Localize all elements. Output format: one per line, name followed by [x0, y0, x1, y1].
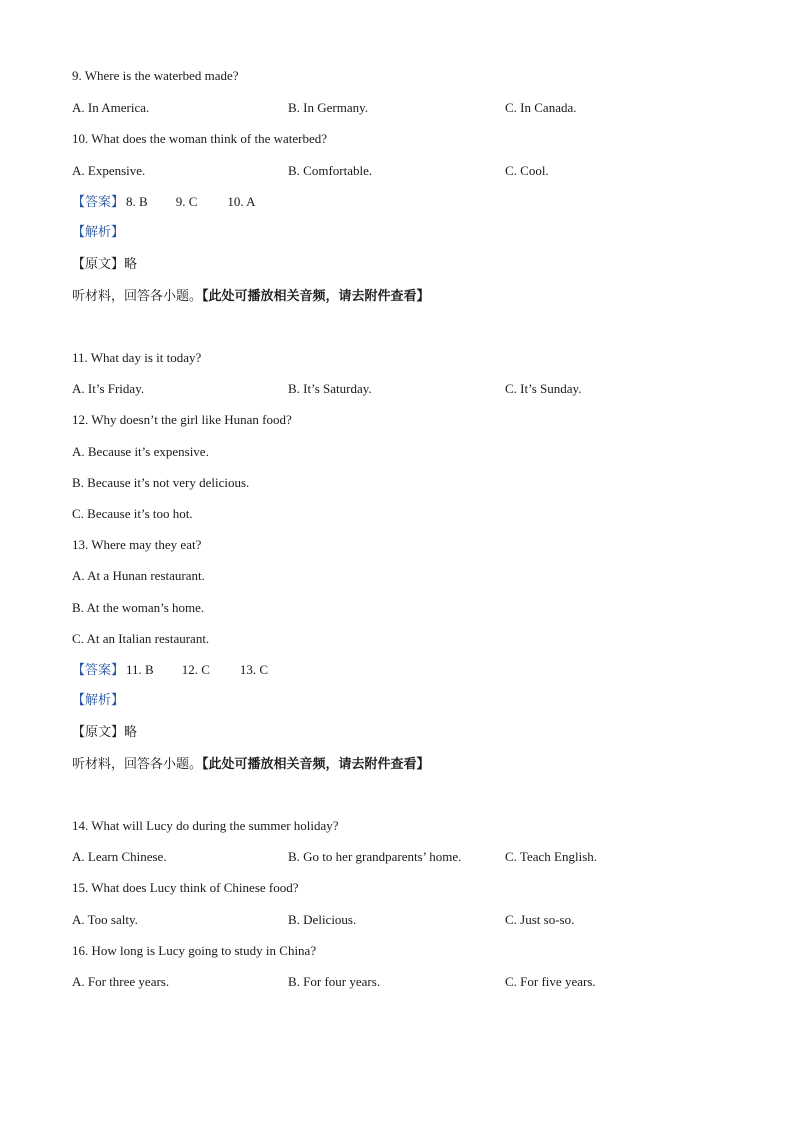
option-b: B. At the woman’s home.: [72, 600, 205, 615]
option-a: A. In America.: [72, 100, 150, 115]
option-c: C. For five years.: [505, 974, 596, 989]
option-c: C. Just so-so.: [505, 912, 575, 927]
option-c: C. In Canada.: [505, 100, 577, 115]
option-c: C. It’s Sunday.: [505, 381, 582, 396]
audio-note: 【此处可播放相关音频，请去附件查看】: [202, 289, 430, 304]
listen-prefix: 听材料，回答各小题。: [72, 289, 203, 304]
question-10: 10. What does the woman think of the waterbed?: [72, 131, 327, 146]
answer-item: 11. B: [126, 662, 154, 677]
answer-line: [72, 662, 268, 679]
option-a: A. Because it’s expensive.: [72, 444, 209, 459]
option-b: B. In Germany.: [288, 100, 369, 115]
answer-item: 8. B: [126, 194, 148, 209]
option-a: A. It’s Friday.: [72, 381, 145, 396]
option-c: C. At an Italian restaurant.: [72, 631, 210, 646]
answer-line: [72, 194, 256, 211]
question-12: 12. Why doesn’t the girl like Hunan food?: [72, 412, 292, 427]
option-c: C. Because it’s too hot.: [72, 506, 193, 521]
option-b: B. It’s Saturday.: [288, 381, 372, 396]
listen-instruction: [72, 288, 430, 305]
answer-item: 13. C: [239, 662, 269, 677]
question-13: 13. Where may they eat?: [72, 537, 202, 552]
option-a: A. Expensive.: [72, 163, 146, 178]
original-text: 略: [124, 257, 138, 272]
question-16: 16. How long is Lucy going to study in China?: [72, 943, 317, 958]
original-line: [72, 256, 137, 273]
original-tag: 【原文】: [72, 257, 125, 272]
question-15: 15. What does Lucy think of Chinese food?: [72, 880, 299, 895]
analysis-tag: 【解析】: [72, 225, 125, 240]
option-b: B. For four years.: [288, 974, 381, 989]
option-a: A. For three years.: [72, 974, 170, 989]
original-text: 略: [124, 725, 138, 740]
original-line: [72, 724, 137, 741]
original-tag: 【原文】: [72, 725, 125, 740]
option-a: A. At a Hunan restaurant.: [72, 568, 205, 583]
answer-item: 12. C: [181, 662, 210, 677]
answer-item: 10. A: [227, 194, 256, 209]
option-a: A. Too salty.: [72, 912, 138, 927]
option-a: A. Learn Chinese.: [72, 849, 167, 864]
question-9: 9. Where is the waterbed made?: [72, 68, 239, 83]
question-11: 11. What day is it today?: [72, 350, 202, 365]
answer-tag: 【答案】: [72, 195, 125, 210]
analysis-tag: 【解析】: [72, 693, 125, 708]
answer-item: 9. C: [175, 194, 198, 209]
option-c: C. Teach English.: [505, 849, 598, 864]
option-b: B. Comfortable.: [288, 163, 373, 178]
option-b: B. Go to her grandparents’ home.: [288, 849, 462, 864]
option-b: B. Because it’s not very delicious.: [72, 475, 250, 490]
answer-tag: 【答案】: [72, 663, 125, 678]
option-b: B. Delicious.: [288, 912, 357, 927]
audio-note: 【此处可播放相关音频，请去附件查看】: [202, 757, 430, 772]
option-c: C. Cool.: [505, 163, 549, 178]
listen-instruction: [72, 756, 430, 773]
listen-prefix: 听材料，回答各小题。: [72, 757, 203, 772]
question-14: 14. What will Lucy do during the summer holiday?: [72, 818, 339, 833]
